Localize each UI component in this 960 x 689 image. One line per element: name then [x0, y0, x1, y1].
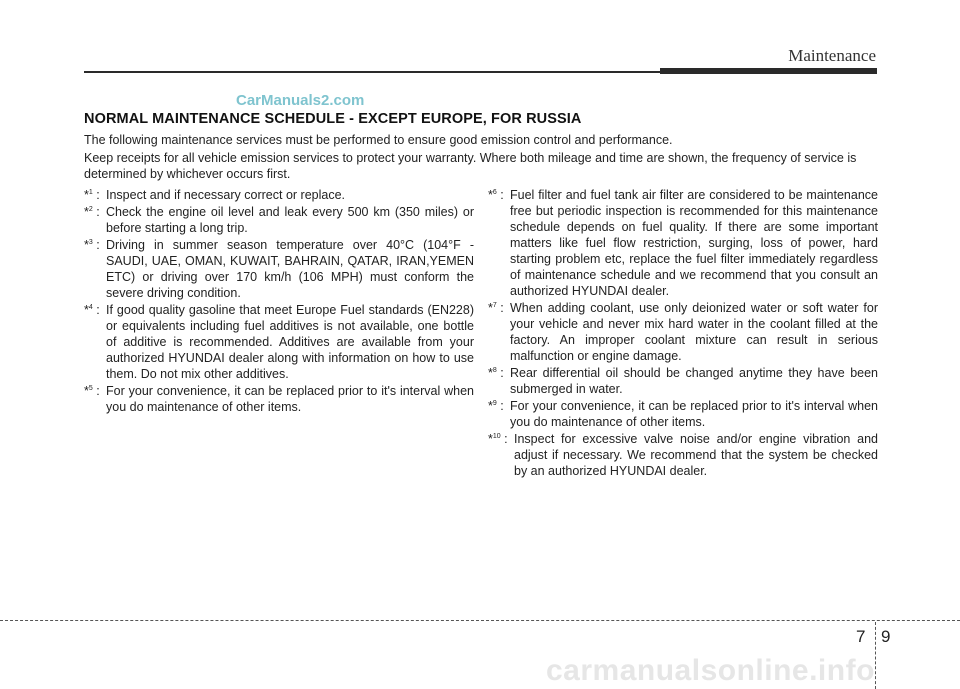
- footnote-marker: *$^5$ :: [84, 384, 100, 398]
- footnote-text: Fuel filter and fuel tank air filter are considered to be maintenance free but periodic inspection is recommended for this maintenance schedule depends on fuel quality. If there are some important matters like fuel flow restriction, surging, loss of power, hard starting problem etc, replace the fuel filter immediately regardless of maintenance schedule and we recommend that you consult an authorized HYUNDAI dealer.: [510, 188, 878, 298]
- footnote-text: Inspect and if necessary correct or replace.: [106, 188, 346, 202]
- footer-divider: [0, 620, 960, 621]
- footnote-marker: *$^1$ :: [84, 188, 100, 202]
- page-number: 9: [881, 627, 891, 646]
- footnote-marker: *$^8$ :: [488, 366, 504, 380]
- footnote: [84, 204, 474, 236]
- page-number-divider: [875, 622, 876, 689]
- footnote-text: If good quality gasoline that meet Europe Fuel standards (EN228) or equivalents including fuel additives is not available, one bottle of additive is recommended. Additives are available from your authorized HYUNDAI dealer along with information on how to use them. Do not mix other additives.: [106, 303, 474, 381]
- footnote-marker: *$^6$ :: [488, 188, 504, 202]
- footer-watermark: carmanualsonline.info: [546, 654, 875, 687]
- footnote-text: Rear differential oil should be changed anytime they have been submerged in water.: [510, 366, 878, 396]
- footnote-marker: *$^{10}$ :: [488, 432, 508, 446]
- page-title: NORMAL MAINTENANCE SCHEDULE - EXCEPT EUROPE, FOR RUSSIA: [84, 111, 582, 127]
- footnote: [488, 300, 878, 364]
- footnote-text: For your convenience, it can be replaced prior to it's interval when you do maintenance of other items.: [510, 399, 878, 429]
- footnote-text: Inspect for excessive valve noise and/or engine vibration and adjust if necessary. We recommend that the system be checked by an authorized HYUNDAI dealer.: [514, 432, 878, 478]
- footnote-text: Check the engine oil level and leak every 500 km (350 miles) or before starting a long trip.: [106, 205, 474, 235]
- footnote: [84, 187, 474, 203]
- footnote-text: For your convenience, it can be replaced prior to it's interval when you do maintenance of other items.: [106, 384, 474, 414]
- notes-right-column: [488, 187, 878, 480]
- chapter-number: 7: [856, 627, 866, 646]
- footnote-marker: *$^3$ :: [84, 238, 100, 252]
- intro-paragraph: Keep receipts for all vehicle emission services to protect your warranty. Where both mileage and time are shown, the frequency of service is determined by whichever occurs first.: [84, 151, 857, 181]
- header-rule: [84, 71, 662, 73]
- watermark: CarManuals2.com: [236, 92, 365, 109]
- footnote: [488, 431, 878, 479]
- footnote-marker: *$^4$ :: [84, 303, 100, 317]
- footnote-text: Driving in summer season temperature over 40°C (104°F - SAUDI, UAE, OMAN, KUWAIT, BAHRAIN, QATAR, IRAN,YEMEN ETC) or driving over 170 km/h (106 MPH) must conform the severe driving condition.: [106, 238, 474, 300]
- footnote-text: When adding coolant, use only deionized water or soft water for your vehicle and never mix hard water in the coolant filled at the factory. An improper coolant mixture can result in serious malfunction or engine damage.: [510, 301, 878, 363]
- footnote-marker: *$^2$ :: [84, 205, 100, 219]
- footnote-marker: *$^7$ :: [488, 301, 504, 315]
- footnote: [84, 302, 474, 382]
- footnote-marker: *$^9$ :: [488, 399, 504, 413]
- section-title: Maintenance: [788, 46, 876, 65]
- footnote: [84, 383, 474, 415]
- footnote: [488, 398, 878, 430]
- intro-paragraph: The following maintenance services must be performed to ensure good emission control and performance.: [84, 133, 673, 147]
- footnote: [488, 365, 878, 397]
- footnote: [84, 237, 474, 301]
- notes-left-column: [84, 187, 474, 416]
- footnote: [488, 187, 878, 299]
- header-rule-accent: [660, 68, 877, 74]
